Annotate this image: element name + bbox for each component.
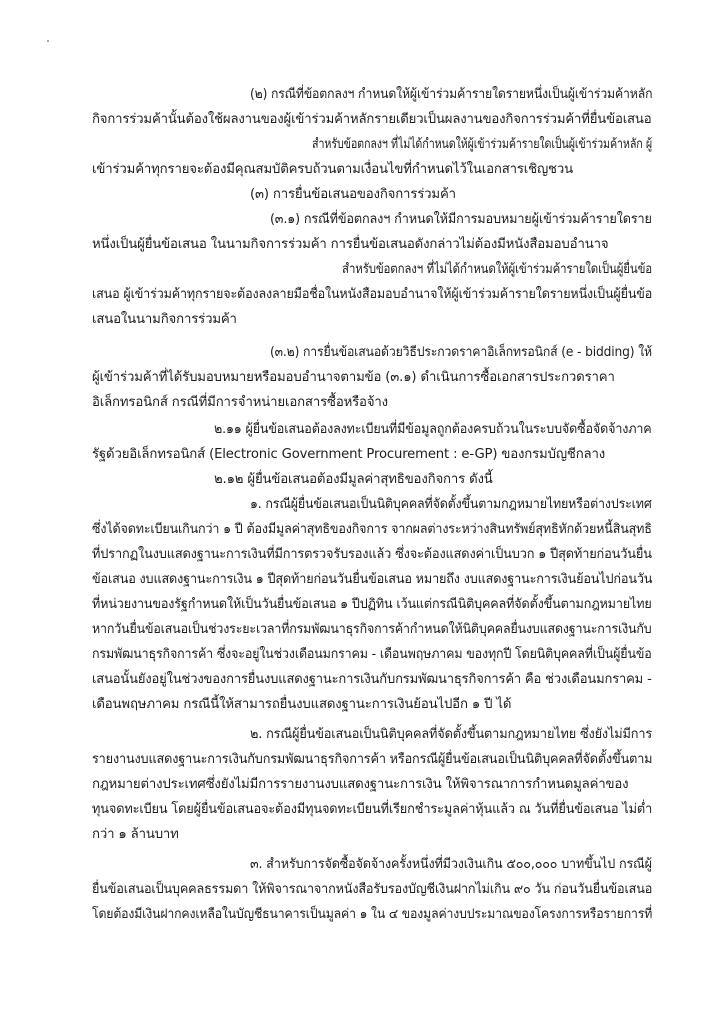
text-line: อิเล็กทรอนิกส์ กรณีที่มีการจำหน่ายเอกสารซื้อหรือจ้าง	[92, 395, 388, 410]
text-line: สำหรับข้อตกลงฯ ที่ไม่ได้กำหนดให้ผู้เข้าร่วมค้ารายใดเป็นผู้เข้าร่วมค้าหลัก ผู้	[312, 137, 653, 152]
text-line: ผู้เข้าร่วมค้าที่ได้รับมอบหมายหรือมอบอำนาจตามข้อ (๓.๑) ดำเนินการซื้อเอกสารประกวดราคา	[92, 370, 615, 385]
text-line: ๒.๑๑ ผู้ยื่นข้อเสนอต้องลงทะเบียนที่มีข้อมูลถูกต้องครบถ้วนในระบบจัดซื้อจัดจ้างภาค	[214, 422, 652, 437]
text-line: หากวันยื่นข้อเสนอเป็นช่วงระยะเวลาที่กรมพัฒนาธุรกิจการค้ากำหนดให้นิติบุคคลยื่นงบแสดงฐานะการเงินกับ	[92, 622, 652, 637]
text-line: ๒. กรณีผู้ยื่นข้อเสนอเป็นนิติบุคคลที่จัดตั้งขึ้นตามกฎหมายไทย ซึ่งยังไม่มีการ	[250, 727, 653, 742]
text-line: ๓. สำหรับการจัดซื้อจัดจ้างครั้งหนึ่งที่มีวงเงินเกิน ๕๐๐,๐๐๐ บาทขึ้นไป กรณีผู้	[250, 857, 652, 872]
text-line: เสนอ ผู้เข้าร่วมค้าทุกรายจะต้องลงลายมือชื่อในหนังสือมอบอำนาจให้ผู้เข้าร่วมค้ารายใดรายหนึ่งเป็นผู้ยื่นข้อ	[92, 287, 653, 302]
text-line: ที่หน่วยงานของรัฐกำหนดให้เป็นวันยื่นข้อเสนอ ๑ ปีปฏิทิน เว้นแต่กรณีนิติบุคคลที่จัดตั้งขึ้นตามกฎหมายไทย	[92, 597, 652, 612]
text-line: เสนอในนามกิจการร่วมค้า	[92, 312, 237, 327]
text-line: ซึ่งได้จดทะเบียนเกินกว่า ๑ ปี ต้องมีมูลค่าสุทธิของกิจการ จากผลต่างระหว่างสินทรัพย์สุทธิหักด้วยหนี้สินสุทธิ	[92, 522, 652, 537]
text-line: กฎหมายต่างประเทศซึ่งยังไม่มีการรายงานงบแสดงฐานะการเงิน ให้พิจารณาการกำหนดมูลค่าของ	[92, 777, 629, 792]
text-line: (๒) กรณีที่ข้อตกลงฯ กำหนดให้ผู้เข้าร่วมค้ารายใดรายหนึ่งเป็นผู้เข้าร่วมค้าหลัก	[250, 87, 653, 102]
text-line: รายงานงบแสดงฐานะการเงินกับกรมพัฒนาธุรกิจการค้า หรือกรณีผู้ยื่นข้อเสนอเป็นนิติบุคคลที่จัดตั้งขึ้นตาม	[92, 752, 653, 767]
text-line: (๓.๒) การยื่นข้อเสนอด้วยวิธีประกวดราคาอิเล็กทรอนิกส์ (e - bidding) ให้	[270, 345, 652, 360]
text-line: กว่า ๑ ล้านบาท	[92, 827, 179, 842]
text-line: เข้าร่วมค้าทุกรายจะต้องมีคุณสมบัติครบถ้วนตามเงื่อนไขที่กำหนดไว้ในเอกสารเชิญชวน	[92, 162, 573, 177]
text-line: สำหรับข้อตกลงฯ ที่ไม่ได้กำหนดให้ผู้เข้าร่วมค้ารายใดเป็นผู้ยื่นข้อ	[342, 262, 653, 277]
text-line: (๓) การยื่นข้อเสนอของกิจการร่วมค้า	[250, 187, 456, 202]
scan-speck	[47, 40, 49, 42]
text-line: ๒.๑๒ ผู้ยื่นข้อเสนอต้องมีมูลค่าสุทธิของกิจการ ดังนี้	[214, 472, 493, 487]
text-line: กรมพัฒนาธุรกิจการค้า ซึ่งจะอยู่ในช่วงเดือนมกราคม - เดือนพฤษภาคม ของทุกปี โดยนิติบุคคลที่เป็นผู้ยื่นข้อ	[92, 647, 652, 662]
text-line: ทุนจดทะเบียน โดยผู้ยื่นข้อเสนอจะต้องมีทุนจดทะเบียนที่เรียกชำระมูลค่าหุ้นแล้ว ณ วันที่ยื่นข้อเสนอ ไม่ต่ำ	[92, 802, 653, 817]
text-line: รัฐด้วยอิเล็กทรอนิกส์ (Electronic Government Procurement : e-GP) ของกรมบัญชีกลาง	[92, 447, 606, 462]
text-line: ข้อเสนอ งบแสดงฐานะการเงิน ๑ ปีสุดท้ายก่อนวันยื่นข้อเสนอ หมายถึง งบแสดงฐานะการเงินย้อนไปก่อนวัน	[92, 572, 653, 587]
text-line: หนึ่งเป็นผู้ยื่นข้อเสนอ ในนามกิจการร่วมค้า การยื่นข้อเสนอดังกล่าวไม่ต้องมีหนังสือมอบอำนาจ	[92, 237, 609, 252]
text-line: เสนอนั้นยังอยู่ในช่วงของการยื่นงบแสดงฐานะการเงินกับกรมพัฒนาธุรกิจการค้า คือ ช่วงเดือนมกราคม -	[92, 672, 652, 687]
text-line: (๓.๑) กรณีที่ข้อตกลงฯ กำหนดให้มีการมอบหมายผู้เข้าร่วมค้ารายใดราย	[270, 212, 652, 227]
text-line: กิจการร่วมค้านั้นต้องใช้ผลงานของผู้เข้าร่วมค้าหลักรายเดียวเป็นผลงานของกิจการร่วมค้าที่ยื่นข้อเสนอ	[92, 112, 652, 127]
text-line: ยื่นข้อเสนอเป็นบุคคลธรรมดา ให้พิจารณาจากหนังสือรับรองบัญชีเงินฝากไม่เกิน ๙๐ วัน ก่อนวันยื่นข้อเสนอ	[92, 882, 653, 897]
text-line: ๑. กรณีผู้ยื่นข้อเสนอเป็นนิติบุคคลที่จัดตั้งขึ้นตามกฎหมายไทยหรือต่างประเทศ	[250, 497, 652, 512]
text-line: โดยต้องมีเงินฝากคงเหลือในบัญชีธนาคารเป็นมูลค่า ๑ ใน ๔ ของมูลค่างบประมาณของโครงการหรือรายการที่	[92, 907, 653, 922]
text-line: เดือนพฤษภาคม กรณีนี้ให้สามารถยื่นงบแสดงฐานะการเงินย้อนไปอีก ๑ ปี ได้	[92, 697, 512, 712]
text-line: ที่ปรากฏในงบแสดงฐานะการเงินที่มีการตรวจรับรองแล้ว ซึ่งจะต้องแสดงค่าเป็นบวก ๑ ปีสุดท้ายก่อนวันยื่น	[92, 547, 652, 562]
